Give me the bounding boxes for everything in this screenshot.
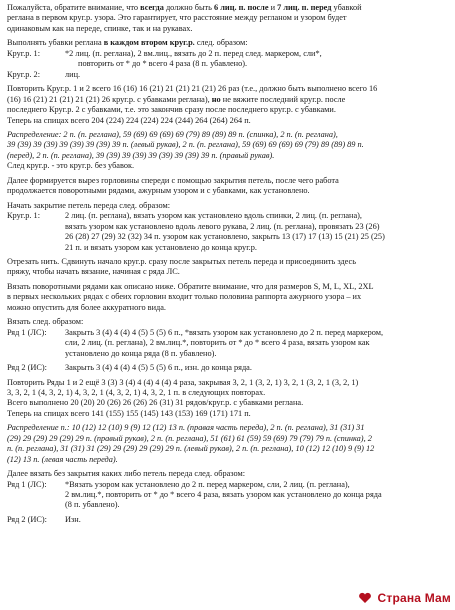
row-1-line: Закрыть 3 (4) 4 (4) 4 (5) 5 (5) 6 п., *вязать узором как установлено до 2 п. перед маркером,: [65, 327, 384, 337]
round-2-text: лиц.: [65, 69, 81, 79]
final-row-1-line: (8 п. убавлено).: [65, 500, 120, 510]
distribution-line: (29) 29 (29) 29 (29) 29 п. (правый рукав), 2 п. (п. реглана), 51 (61) 61 (59) 59 (69) 79 (79) 79 п. (спинка), 2: [7, 433, 372, 443]
repeat-paragraph: [7, 84, 451, 126]
front-close-line: 21 п. и вязать узором как установлено до конца круг.р.: [65, 242, 257, 252]
round-1-label: Круг.р. 1:: [7, 48, 41, 58]
distribution-line: Распределение п.: 10 (12) 12 (10) 9 (9) 12 (12) 13 п. (правая часть переда), 2 п. (п. реглана), 31 (31) 31: [7, 423, 365, 433]
front-close-heading: Начать закрытие петель переда след. образом:: [7, 200, 170, 210]
final-row-1-line: *Вязать узором как установлено до 2 п. перед маркером, сли, 2 лиц. (п. реглана),: [65, 479, 350, 489]
emphasis-but: но: [211, 94, 221, 104]
final-row-1: [7, 480, 451, 511]
front-close-section: [7, 201, 451, 253]
cut-yarn-line: пряжу, чтобы начать вязание, начиная с ряда ЛС.: [7, 267, 180, 277]
neckline-paragraph: [7, 176, 451, 197]
cut-yarn-paragraph: [7, 257, 451, 278]
repeat-line: [7, 95, 451, 105]
final-row-1-line: 2 вм.лиц.*, повторить от * до * всего 4 раза, вязать узором как установлено до конца ряда: [65, 490, 382, 500]
stitch-total-line: Теперь на спицах всего 204 (224) 224 (224) 224 (244) 264 (264) 264 п.: [7, 115, 251, 125]
distribution-paragraph: [7, 130, 451, 172]
emphasis-always: всегда: [140, 3, 164, 12]
row-1-line: сли, 2 лиц. (п. реглана), 2 вм.лиц.*, повторить от * до * всего 4 раза, вязать узором как: [65, 338, 370, 348]
repeat-text: не вяжите последний круг.р. после: [220, 94, 346, 104]
repeat-rows-line: Всего выполнено 20 (20) 20 (26) 26 (26) 26 (31) 31 рядов/круг.р. с убавками реглана.: [7, 398, 304, 408]
round-1-line: повторить от * до * всего 4 раза (8 п. убавлено).: [78, 59, 248, 69]
final-row-2-label: Ряд 2 (ИС):: [7, 514, 47, 524]
round-1-line: *2 лиц. (п. реглана), 2 вм.лиц., вязать до 2 п. перед след. маркером, сли*,: [65, 48, 322, 58]
row-1-text: [65, 328, 451, 359]
repeat-text: (16) 16 (21) 21 (21) 21 (21) 26 круг.р. с убавками реглана),: [7, 94, 212, 104]
repeat-rows-line: 3, 3, 2, 1 (4, 3, 2, 1) 4, 3, 2, 1 (4, 3, 2, 1) 4, 3, 2, 1 п. в следующих повторах.: [7, 387, 266, 397]
final-row-1-label: Ряд 1 (ЛС):: [7, 479, 47, 489]
repeat-rows-paragraph: [7, 378, 451, 420]
turning-rows-paragraph: [7, 282, 451, 313]
distribution-line: (12) 13 п. (левая часть переда).: [7, 454, 118, 464]
intro-text: Пожалуйста, обратите внимание, что: [7, 3, 141, 12]
raglan-heading-text: Выполнять убавки реглана: [7, 38, 104, 48]
round-2-label: Круг.р. 2:: [7, 69, 41, 79]
neck-rows-heading: Вязать след. образом:: [7, 317, 84, 327]
row-2-ws: [7, 363, 451, 373]
raglan-heading: [7, 38, 451, 48]
round-1: [7, 49, 451, 70]
intro-line-3: одинаковым как на переде, спинке, так и на рукавах.: [7, 23, 193, 33]
repeat-line: последнего Круг.р. 2 с убавками, т.е. это закончив сразу после последнего круг.р. с убавками.: [7, 105, 336, 115]
emphasis-after: 6 лиц. п. после: [214, 3, 269, 12]
front-close-round-label: Круг.р. 1:: [7, 211, 41, 221]
emphasis-before: 7 лиц. п. перед: [277, 3, 332, 12]
final-row-1-text: [65, 480, 451, 511]
row-2-label: Ряд 2 (ИС):: [7, 363, 47, 373]
turning-line: Вязать поворотными рядами как описано ниже. Обратите внимание, что для размеров S, M, L, XL, 2XL: [7, 281, 374, 291]
distribution-line: (перед), 2 п. (п. реглана), 39 (39) 39 (39) 39 (39) 39 (39) 39 п. (правый рукав).: [7, 150, 275, 160]
repeat-line: Повторить Круг.р. 1 и 2 всего 16 (16) 16 (21) 21 (21) 21 (21) 26 раз (т.е., должно быть выполнено всего 16: [7, 84, 378, 94]
heart-house-icon: [358, 592, 372, 604]
round-2: [7, 70, 451, 80]
document: [7, 3, 451, 529]
row-2-text: Закрыть 3 (4) 4 (4) 4 (5) 5 (5) 6 п., изн. до конца ряда.: [65, 363, 252, 373]
distribution-line: Распределение: 2 п. (п. реглана), 59 (69) 69 (69) 69 (79) 89 (89) 89 п. (спинка), 2 п. (п. реглана),: [7, 129, 338, 139]
front-close-line: 26 (28) 27 (29) 32 (32) 34 п. узором как установлено, закрыть 13 (17) 17 (13) 15 (21) 25 (25): [65, 232, 385, 242]
intro-text: должно быть: [163, 3, 215, 12]
row-1-line: установлено до конца ряда (8 п. убавлено).: [65, 348, 217, 358]
raglan-heading-text: след. образом:: [194, 38, 248, 48]
neckline-line: Далее формируется вырез горловины спереди с помощью закрытия петель, после чего работа: [7, 175, 339, 185]
turning-line: можно опустить для более аккуратного вида.: [7, 302, 167, 312]
intro-text: и: [268, 3, 278, 12]
emphasis-every-second-round: в каждом втором круг.р.: [103, 38, 195, 48]
neck-rows-section: [7, 317, 451, 373]
front-close-round: [7, 211, 451, 253]
turning-line: в первых нескольких рядах с обеих горловин входит только половина раппорта ажурного узора – их: [7, 292, 362, 302]
intro-text: убавкой: [331, 3, 362, 12]
stitch-total-line: Теперь на спицах всего 141 (155) 155 (145) 143 (153) 169 (171) 171 п.: [7, 408, 251, 418]
watermark-text: Страна Мам: [377, 590, 451, 605]
row-1-rs: [7, 328, 451, 359]
round-1-text: [65, 49, 451, 70]
intro-line-2: реглана в первом круг.р. узора. Это гарантирует, что расстояние между регланом и узором будет: [7, 13, 347, 23]
final-row-2: [7, 515, 451, 525]
final-row-2-text: Изн.: [65, 514, 81, 524]
neckline-line: продолжается поворотными рядами, ажурным узором и с убавками, как установлено.: [7, 186, 310, 196]
front-close-round-text: [65, 211, 451, 253]
next-round-note: След круг.р. - это круг.р. без убавок.: [7, 161, 135, 171]
distribution-line: п. (п. реглана), 31 (31) 31 (29) 29 (29) 29 (29) 29 п. (левый рукав), 2 п. (п. реглана), 10 (12) 12 (10) 9 (9) 12: [7, 444, 375, 454]
cut-yarn-line: Отрезать нить. Сдвинуть начало круг.р. сразу после закрытых петель переда и присоединить здесь: [7, 256, 357, 266]
intro-paragraph: [7, 3, 451, 34]
front-close-line: 2 лиц. (п. реглана), вязать узором как установлено вдоль спинки, 2 лиц. (п. реглана),: [65, 211, 363, 221]
final-section: [7, 469, 451, 525]
raglan-section: [7, 38, 451, 80]
front-close-line: вязать узором как установлено вдоль левого рукава, 2 лиц. (п. реглана), провязать 23 (26): [65, 221, 380, 231]
site-watermark: [358, 591, 451, 606]
row-1-label: Ряд 1 (ЛС):: [7, 327, 47, 337]
final-heading: Далее вязать без закрытия каких либо петель переда след. образом:: [7, 469, 246, 479]
distribution-2-paragraph: [7, 423, 451, 465]
repeat-rows-line: Повторить Ряды 1 и 2 ещё 3 (3) 3 (4) 4 (4) 4 (4) 4 раза, закрывая 3, 2, 1 (3, 2, 1) 3, 2, 1 (3, 2, 1 (3, 2, 1): [7, 377, 359, 387]
distribution-line: 39 (39) 39 (39) 39 (39) 39 (39) 39 п. (левый рукав), 2 п. (п. реглана), 59 (69) 69 (69) 69 (79) 89 (89) 89 п.: [7, 140, 364, 150]
intro-line-1: [7, 3, 451, 13]
